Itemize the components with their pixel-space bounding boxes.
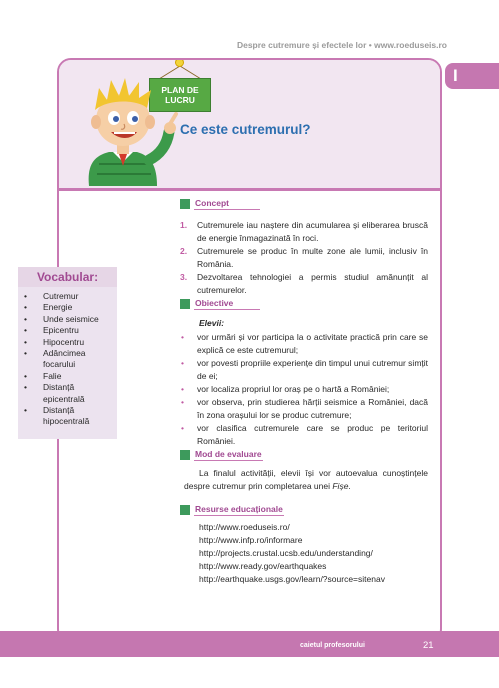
section-label: Resurse educaționale bbox=[195, 504, 283, 514]
concept-item bbox=[180, 219, 428, 245]
objective-item bbox=[180, 396, 428, 422]
evaluation-text-end: . bbox=[348, 481, 351, 491]
list-item: • Energie bbox=[22, 302, 111, 313]
item-text: vor clasifica cutremurele care se produc pe teritoriul României. bbox=[197, 423, 428, 446]
bullet-icon: • bbox=[181, 332, 184, 342]
list-item: • Cutremur bbox=[22, 291, 111, 302]
item-text: vor localiza propriul lor oraș pe o hartă a României; bbox=[197, 384, 390, 394]
item-number: 3. bbox=[180, 272, 188, 282]
vocabulary-list bbox=[18, 287, 117, 428]
section-square-icon bbox=[180, 450, 190, 460]
page-number: 21 bbox=[423, 640, 434, 651]
item-number: 2. bbox=[180, 246, 188, 256]
concept-item bbox=[180, 271, 428, 297]
section-label: Mod de evaluare bbox=[195, 449, 262, 459]
objective-heading bbox=[180, 299, 260, 309]
list-item: • Hipocentru bbox=[22, 337, 111, 348]
bullet-icon: • bbox=[181, 358, 184, 368]
section-square-icon bbox=[180, 299, 190, 309]
pin-icon bbox=[175, 58, 184, 67]
item-text: vor povesti propriile experiențe din timpul unui cutremur simțit de ei; bbox=[197, 358, 429, 381]
objective-item bbox=[180, 331, 428, 357]
resource-link[interactable]: http://earthquake.usgs.gov/learn/?source=sitenav bbox=[199, 574, 385, 584]
list-item: • Epicentru bbox=[22, 325, 111, 336]
list-item: • Falie bbox=[22, 371, 111, 382]
section-label: Concept bbox=[194, 198, 260, 210]
item-number: 1. bbox=[180, 220, 188, 230]
objective-item bbox=[180, 422, 428, 448]
resource-link[interactable]: http://www.infp.ro/informare bbox=[199, 535, 303, 545]
evaluation-text-emphasis: Fișe bbox=[332, 481, 349, 491]
footer-label: caietul profesorului bbox=[300, 642, 365, 649]
evaluation-heading bbox=[180, 450, 263, 460]
item-text: Dezvoltarea tehnologiei a permis studiul amănunțit al cutremurelor. bbox=[197, 272, 428, 295]
banner-divider bbox=[59, 188, 440, 191]
section-square-icon bbox=[180, 199, 190, 209]
resource-link[interactable]: http://www.roeduseis.ro/ bbox=[199, 522, 290, 532]
plan-sign: PLAN DE LUCRU bbox=[149, 78, 211, 112]
resources-heading bbox=[180, 505, 284, 515]
objective-item bbox=[180, 383, 428, 396]
list-item: • Distanță epicentrală bbox=[22, 382, 111, 405]
vocabulary-heading: Vocabular: bbox=[18, 267, 117, 287]
evaluation-text-main: La finalul activității, elevii își vor autoevalua cunoștințele despre cutremur prin completarea unei bbox=[184, 468, 428, 491]
section-square-icon bbox=[180, 505, 190, 515]
resource-link[interactable]: http://www.ready.gov/earthquakes bbox=[199, 561, 327, 571]
item-text: vor urmări și vor participa la o activitate practică prin care se explică ce este cutremurul; bbox=[197, 332, 428, 355]
bullet-icon: • bbox=[181, 384, 184, 394]
objective-item bbox=[180, 357, 428, 383]
list-item: • Unde seismice bbox=[22, 314, 111, 325]
objective-subject: Elevii: bbox=[199, 318, 225, 328]
boy-mascot-icon bbox=[69, 74, 179, 186]
list-item: • Distanță hipocentrală bbox=[22, 405, 111, 428]
item-text: Cutremurele se produc în multe zone ale lumii, inclusiv în România. bbox=[197, 246, 428, 269]
chapter-number: I bbox=[453, 66, 458, 85]
bullet-icon: • bbox=[181, 397, 184, 407]
running-header: Despre cutremure și efectele lor • www.roeduseis.ro bbox=[236, 40, 447, 50]
banner bbox=[59, 60, 440, 188]
page-title: Ce este cutremurul? bbox=[180, 122, 311, 137]
list-item: • Adâncimea focarului bbox=[22, 348, 111, 371]
resource-link[interactable]: http://projects.crustal.ucsb.edu/understanding/ bbox=[199, 548, 373, 558]
concept-heading bbox=[180, 199, 260, 209]
chapter-tab bbox=[445, 63, 499, 89]
bullet-icon: • bbox=[181, 423, 184, 433]
concept-item bbox=[180, 245, 428, 271]
item-text: vor observa, prin studierea hărții seismice a României, dacă în zona orașului lor se produc cutremure; bbox=[197, 397, 428, 420]
vocabulary-box bbox=[18, 267, 117, 439]
evaluation-text bbox=[184, 467, 428, 493]
section-label: Obiective bbox=[194, 298, 260, 310]
top-margin bbox=[0, 0, 499, 36]
item-text: Cutremurele iau naștere din acumularea și eliberarea bruscă de energie înmagazinată în roci. bbox=[197, 220, 428, 243]
